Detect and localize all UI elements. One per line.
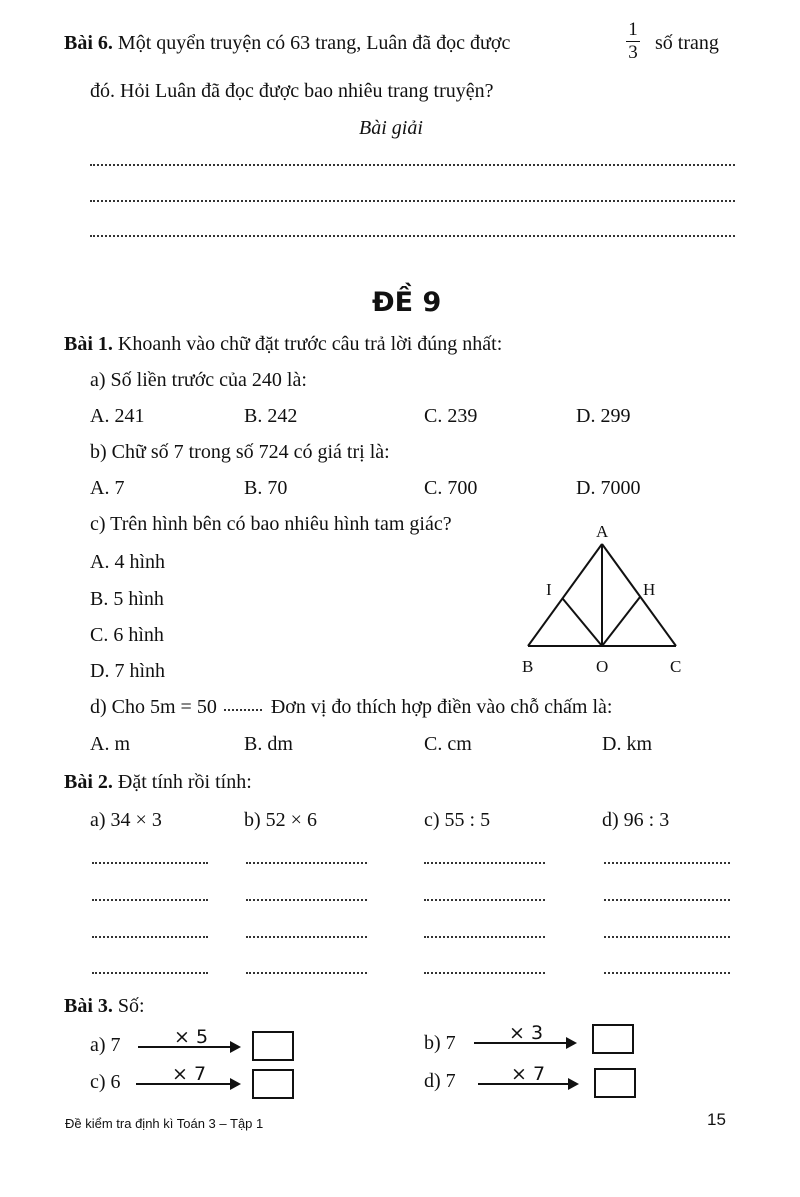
question-d-pre: d) Cho 5m = 50 [90, 696, 217, 718]
bai2-problem-d: d) 96 : 3 [602, 809, 670, 831]
bai3-item-d-op: × 7 [511, 1063, 546, 1085]
bai6-solution-heading: Bài giải [359, 117, 423, 139]
page-number: 15 [707, 1110, 726, 1129]
work-line [246, 972, 367, 974]
option-a-c: C. 239 [424, 405, 478, 427]
work-line [604, 936, 730, 938]
work-line [246, 899, 367, 901]
work-line [604, 862, 730, 864]
option-c-b: B. 5 hình [90, 588, 164, 610]
bai1-question-a: a) Số liền trước của 240 là: [90, 369, 307, 391]
work-line [424, 972, 545, 974]
work-line [246, 936, 367, 938]
segment-ho [602, 597, 640, 646]
bai3-item-a-label: a) 7 [90, 1034, 121, 1056]
bai6-label: Bài 6. [64, 32, 113, 54]
work-line [604, 972, 730, 974]
answer-line [90, 164, 735, 166]
bai1-question-c: c) Trên hình bên có bao nhiêu hình tam giác? [90, 513, 452, 535]
bai3-item-b-op: × 3 [509, 1022, 544, 1044]
answer-box[interactable] [252, 1069, 294, 1099]
bai1-instruction: Khoanh vào chữ đặt trước câu trả lời đúng nhất: [117, 333, 503, 355]
segment-ab [528, 544, 602, 646]
bai1-label: Bài 1. [64, 333, 113, 355]
bai6-line2: đó. Hỏi Luân đã đọc được bao nhiêu trang truyện? [90, 80, 494, 102]
option-d-b: B. dm [244, 733, 293, 755]
label-h: H [643, 580, 656, 599]
bai2-problem-b: b) 52 × 6 [244, 809, 317, 831]
answer-box[interactable] [592, 1024, 634, 1054]
exam-title: ĐỀ 9 [372, 287, 442, 318]
work-line [424, 899, 545, 901]
arrow-icon [478, 1083, 576, 1085]
option-c-d: D. 7 hình [90, 660, 165, 682]
footer-book-title: Đề kiểm tra định kì Toán 3 – Tập 1 [65, 1116, 264, 1131]
label-o: O [596, 657, 609, 676]
bai2-heading [64, 772, 252, 792]
option-d-a: A. m [90, 733, 130, 755]
bai3-item-c-op: × 7 [172, 1063, 207, 1085]
bai2-label: Bài 2. [64, 771, 113, 793]
work-line [246, 862, 367, 864]
option-b-a: A. 7 [90, 477, 125, 499]
option-b-c: C. 700 [424, 477, 478, 499]
fraction-one-third [626, 19, 640, 64]
bai3-item-d-label: d) 7 [424, 1070, 456, 1092]
answer-line [90, 200, 735, 202]
option-d-d: D. km [602, 733, 652, 755]
bai6-line1 [64, 33, 510, 53]
label-i: I [546, 580, 552, 599]
option-a-b: B. 242 [244, 405, 298, 427]
segment-io [563, 599, 602, 646]
bai3-item-c-label: c) 6 [90, 1071, 121, 1093]
work-line [424, 936, 545, 938]
bai1-question-d [90, 697, 612, 717]
work-line [92, 899, 208, 901]
bai3-heading [64, 996, 145, 1016]
bai2-problem-a: a) 34 × 3 [90, 809, 162, 831]
option-c-c: C. 6 hình [90, 624, 164, 646]
bai6-text2: số trang [655, 32, 719, 54]
answer-line [90, 235, 735, 237]
option-b-b: B. 70 [244, 477, 288, 499]
arrow-icon [474, 1042, 574, 1044]
option-d-c: C. cm [424, 733, 472, 755]
option-a-a: A. 241 [90, 405, 145, 427]
work-line [92, 972, 208, 974]
work-line [92, 936, 208, 938]
work-line [92, 862, 208, 864]
work-line [604, 899, 730, 901]
bai6-text1: Một quyển truyện có 63 trang, Luân đã đọc được [117, 32, 511, 54]
option-b-d: D. 7000 [576, 477, 641, 499]
answer-box[interactable] [252, 1031, 294, 1061]
arrow-icon [136, 1083, 238, 1085]
bai3-item-b-label: b) 7 [424, 1032, 456, 1054]
label-b: B [522, 657, 534, 676]
label-a: A [596, 522, 609, 541]
work-line [424, 862, 545, 864]
question-d-post: Đơn vị đo thích hợp điền vào chỗ chấm là: [270, 696, 613, 718]
fraction-numerator: 1 [628, 19, 638, 40]
arrow-icon [138, 1046, 238, 1048]
bai2-instruction: Đặt tính rồi tính: [117, 771, 252, 793]
answer-box[interactable] [594, 1068, 636, 1098]
label-c: C [670, 657, 682, 676]
bai2-problem-c: c) 55 : 5 [424, 809, 491, 831]
bai1-heading [64, 334, 502, 354]
bai3-item-a-op: × 5 [174, 1026, 209, 1048]
triangle-figure [500, 515, 700, 680]
blank-dots [224, 709, 262, 711]
bai1-question-b: b) Chữ số 7 trong số 724 có giá trị là: [90, 441, 390, 463]
fraction-denominator: 3 [628, 42, 638, 63]
option-a-d: D. 299 [576, 405, 631, 427]
bai3-label: Bài 3. [64, 995, 113, 1017]
bai3-instruction: Số: [117, 995, 145, 1017]
option-c-a: A. 4 hình [90, 551, 165, 573]
